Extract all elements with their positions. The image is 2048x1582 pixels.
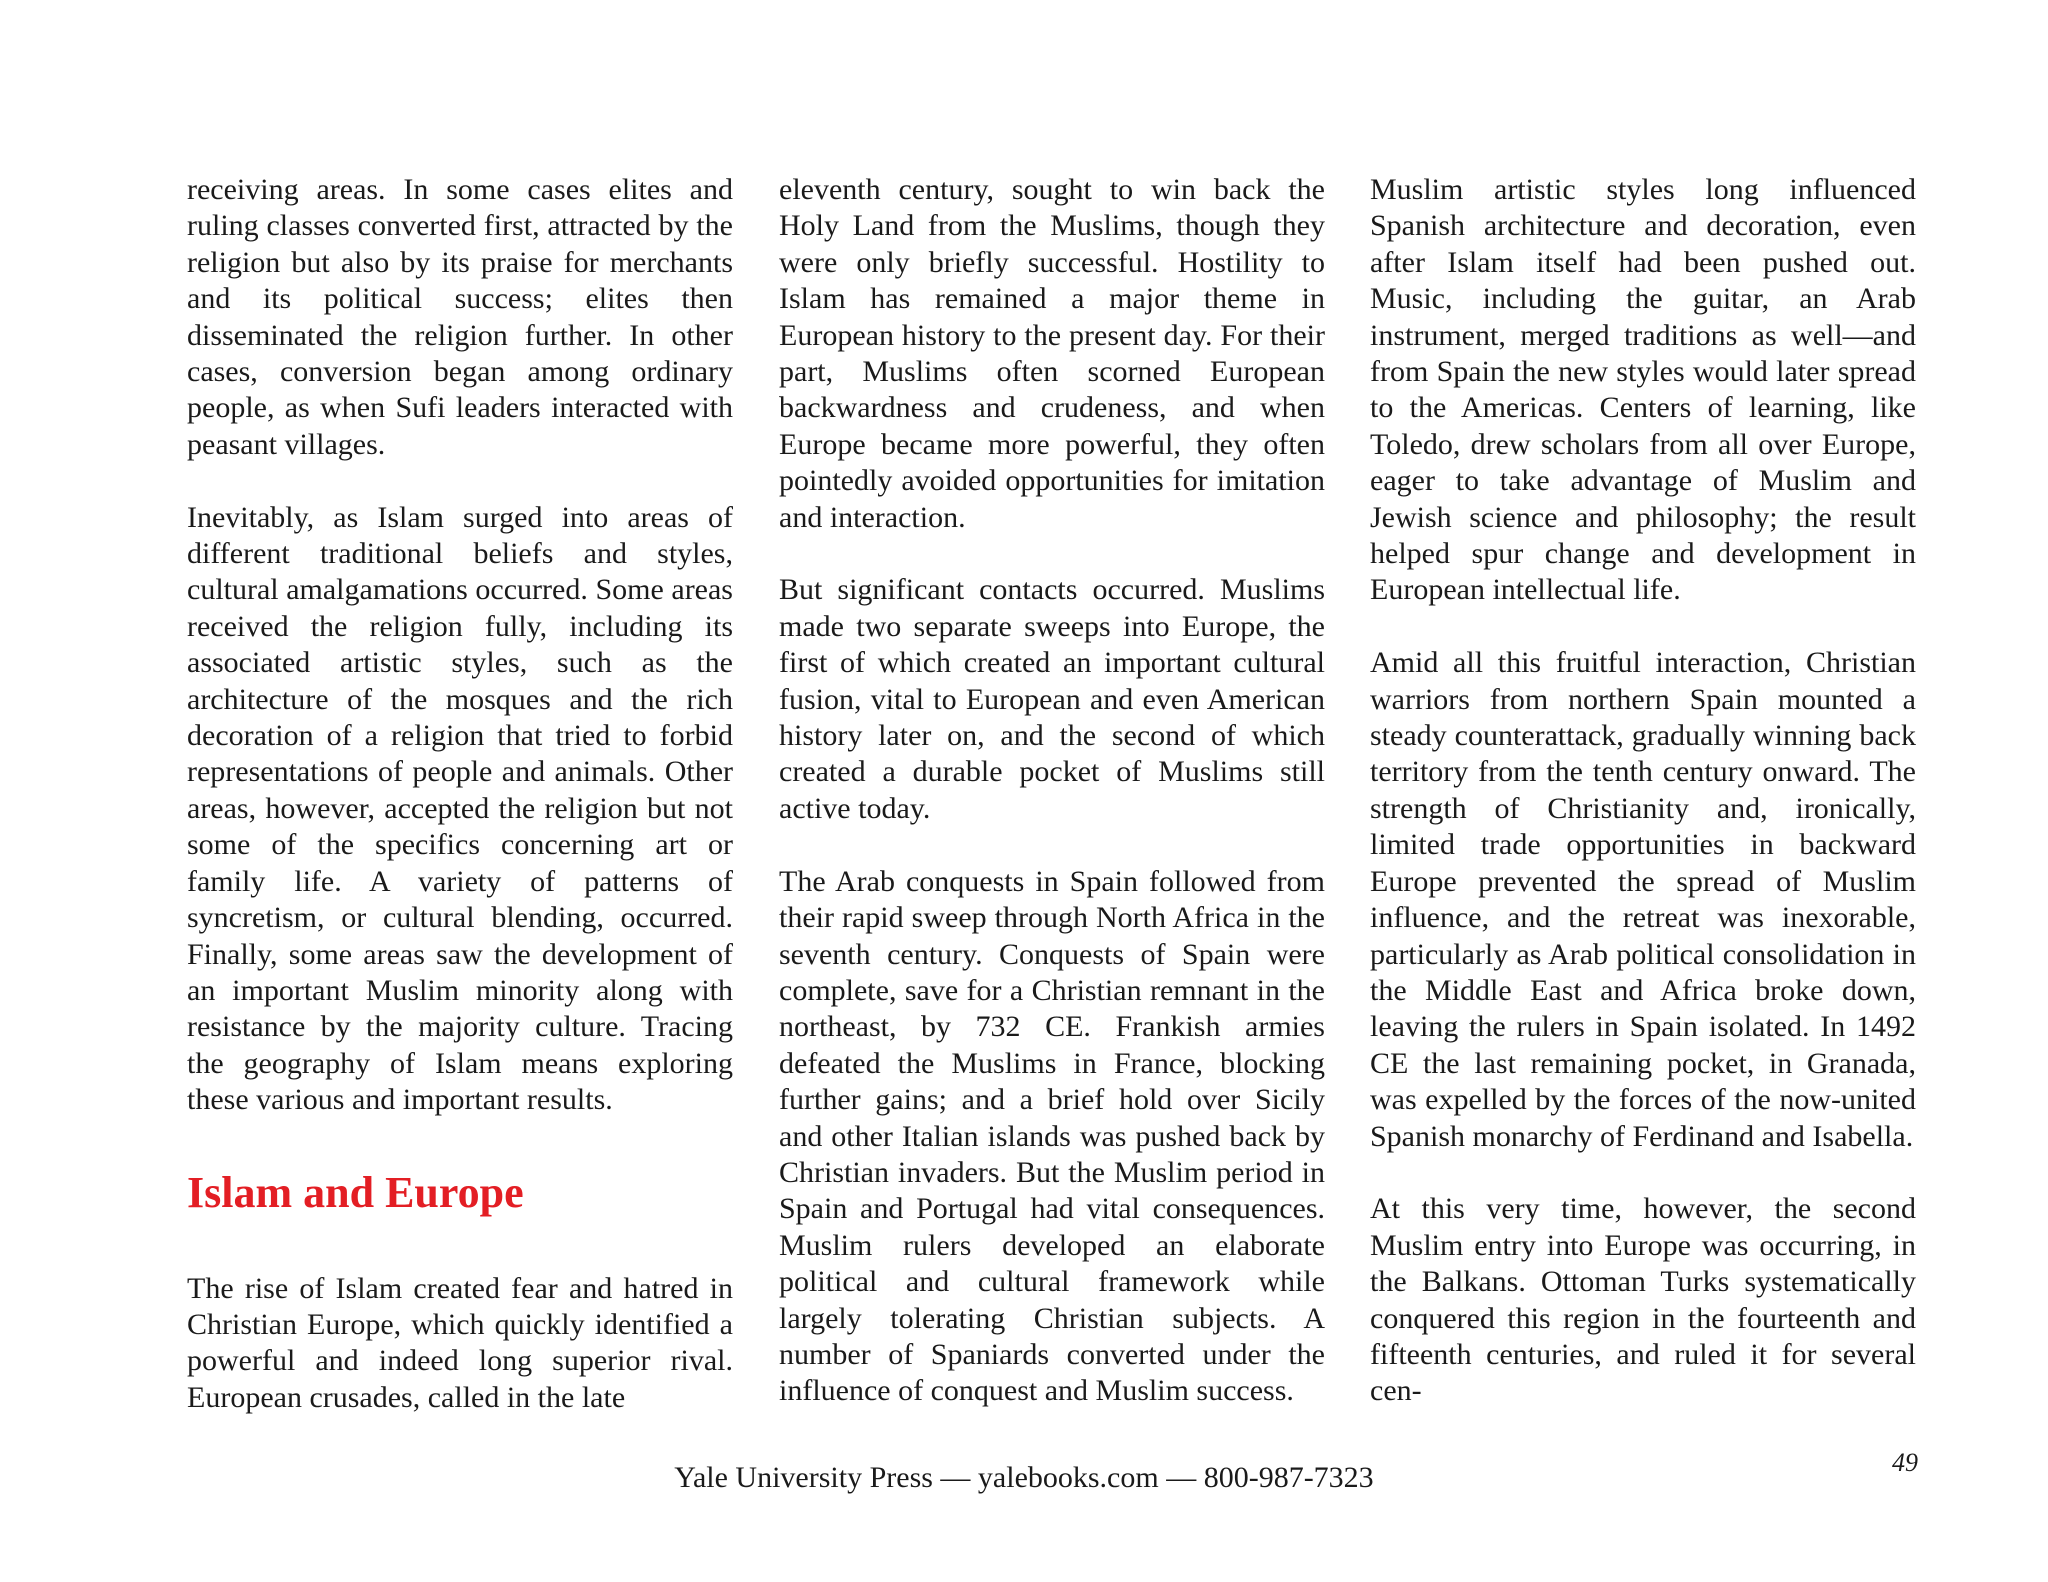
text-column-1: [187, 172, 733, 1416]
section-heading: Islam and Europe: [187, 1167, 524, 1217]
paragraph: Inevitably, as Islam surged into areas of different traditional beliefs and styles, cultural amalgamations occurred. Some areas received the religion fully, including its associated artistic styles, such as the architecture of the mosques and the rich decoration of a religion that tried to forbid representations of people and animals. Other areas, however, accepted the religion but not some of the specifics concerning art or family life. A variety of patterns of syncretism, or cultural blending, occurred. Finally, some areas saw the development of an important Muslim minority along with resistance by the majority culture. Tracing the geography of Islam means exploring these various and important results.: [187, 500, 733, 1117]
paragraph: The Arab conquests in Spain followed from their rapid sweep through North Africa in the seventh century. Conquests of Spain were complete, save for a Christian remnant in the northeast, by 732 CE. Frankish armies defeated the Muslims in France, blocking further gains; and a brief hold over Sicily and other Italian islands was pushed back by Christian invaders. But the Muslim period in Spain and Portugal had vital consequences. Muslim rulers developed an elaborate political and cultural framework while largely tolerating Christian subjects. A number of Spaniards converted under the influence of conquest and Muslim success.: [779, 864, 1325, 1408]
paragraph: At this very time, however, the second Muslim entry into Europe was occurring, in the Balkans. Ottoman Turks systematically conquered this region in the fourteenth and fifteenth centuries, and ruled it for several cen-: [1370, 1192, 1916, 1408]
paragraph: Muslim artistic styles long influenced Spanish architecture and decoration, even after Islam itself had been pushed out. Music, including the guitar, an Arab instrument, merged traditions as well—and from Spain the new styles would later spread to the Americas. Centers of learning, like Toledo, drew scholars from all over Europe, eager to take advantage of Muslim and Jewish science and philosophy; the result helped spur change and development in European intellectual life.: [1370, 173, 1916, 607]
publisher-footer: Yale University Press — yalebooks.com — 800-987-7323: [674, 1461, 1374, 1494]
paragraph: eleventh century, sought to win back the Holy Land from the Muslims, though they were only briefly successful. Hostility to Islam has remained a major theme in European history to the present day. For their part, Muslims often scorned European backwardness and crudeness, and when Europe became more powerful, they often pointedly avoided opportunities for imitation and interaction.: [779, 173, 1325, 534]
page-number: 49: [1892, 1448, 1918, 1477]
text-column-2: [779, 172, 1325, 1410]
paragraph: Amid all this fruitful interaction, Christian warriors from northern Spain mounted a steady counterattack, gradually winning back territory from the tenth century onward. The strength of Christianity and, ironically, limited trade opportunities in backward Europe prevented the spread of Muslim influence, and the retreat was inexorable, particularly as Arab political consolidation in the Middle East and Africa broke down, leaving the rulers in Spain isolated. In 1492 CE the last remaining pocket, in Granada, was expelled by the forces of the now-united Spanish monarchy of Ferdinand and Isabella.: [1370, 646, 1916, 1153]
text-column-3: [1370, 172, 1916, 1410]
paragraph: receiving areas. In some cases elites and ruling classes converted first, attracted by the religion but also by its praise for merchants and its political success; elites then disseminated the religion further. In other cases, conversion began among ordinary people, as when Sufi leaders interacted with peasant villages.: [187, 173, 733, 461]
paragraph: The rise of Islam created fear and hatred in Christian Europe, which quickly identified a powerful and indeed long superior rival. European crusades, called in the late: [187, 1271, 733, 1414]
paragraph: But significant contacts occurred. Muslims made two separate sweeps into Europe, the first of which created an important cultural fusion, vital to European and even American history later on, and the second of which created a durable pocket of Muslims still active today.: [779, 573, 1325, 825]
